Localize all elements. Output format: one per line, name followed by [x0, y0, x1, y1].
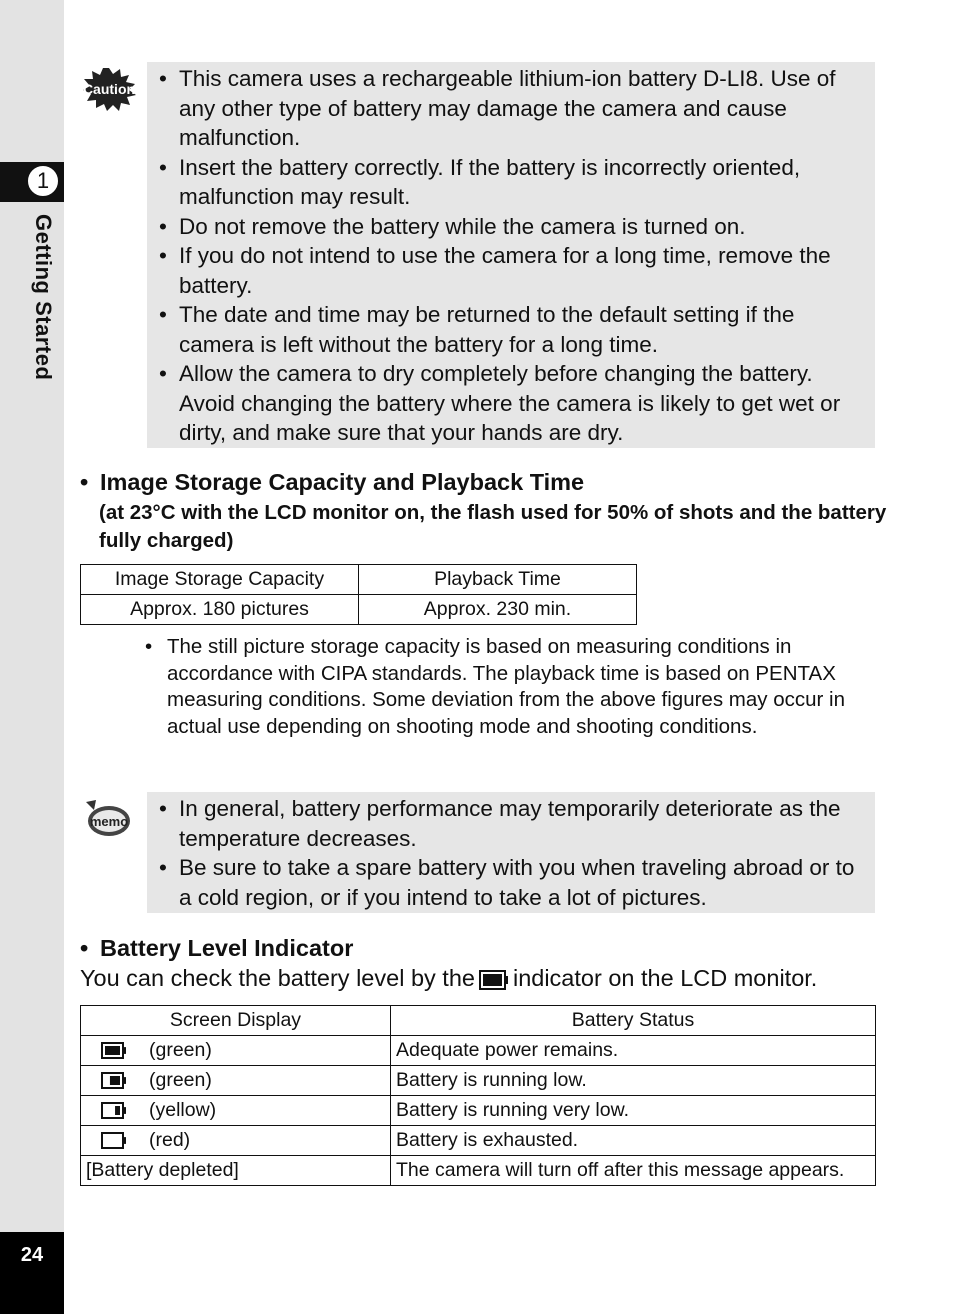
table-row — [81, 1066, 876, 1096]
storage-heading — [80, 469, 584, 496]
battery-very-low-icon — [101, 1102, 127, 1119]
caution-item: • Insert the battery correctly. If the battery is incorrectly oriented, malfunction may result. — [157, 153, 865, 212]
battery-status-cell: The camera will turn off after this message appears. — [391, 1156, 876, 1186]
footnote-bullet: • — [145, 635, 153, 658]
caution-icon — [80, 66, 138, 112]
table-row — [81, 1156, 876, 1186]
table-row — [81, 595, 637, 625]
display-color: (yellow) — [149, 1099, 217, 1121]
table-cell: Approx. 230 min. — [359, 595, 637, 625]
battery-low-icon — [101, 1072, 127, 1089]
battery-status-cell: Battery is exhausted. — [391, 1126, 876, 1156]
battery-intro-before: You can check the battery level by the — [80, 965, 475, 991]
battery-empty-icon — [101, 1132, 127, 1149]
memo-item: • Be sure to take a spare battery with you when traveling abroad or to a cold region, or if you intend to take a lot of pictures. — [157, 853, 865, 912]
caution-icon-label: Caution — [82, 81, 136, 97]
heading-bullet: • — [80, 469, 89, 495]
caution-item: • Allow the camera to dry completely before changing the battery. Avoid changing the battery where the camera is likely to get wet or dirty, and make sure that your hands are dry. — [157, 359, 865, 448]
table-header: Screen Display — [81, 1006, 391, 1036]
caution-box — [147, 62, 875, 448]
footnote-text: The still picture storage capacity is based on measuring conditions in accordance with CIPA standards. The playback time is based on PENTAX measuring conditions. Some deviation from the above figures may occur in actual use depending on shooting mode and shooting conditions. — [167, 635, 845, 738]
chapter-title: Getting Started — [31, 214, 56, 381]
battery-heading-text: Battery Level Indicator — [100, 935, 354, 961]
screen-display-cell — [81, 1036, 391, 1066]
battery-status-cell: Battery is running low. — [391, 1066, 876, 1096]
battery-full-icon — [101, 1042, 127, 1059]
table-header: Image Storage Capacity — [81, 565, 359, 595]
battery-intro — [80, 965, 817, 992]
screen-display-cell — [81, 1096, 391, 1126]
table-header-row — [81, 565, 637, 595]
caution-item: • If you do not intend to use the camera for a long time, remove the battery. — [157, 241, 865, 300]
storage-footnote — [145, 634, 880, 740]
caution-item: • This camera uses a rechargeable lithium-ion battery D-LI8. Use of any other type of battery may damage the camera and cause malfunction. — [157, 64, 865, 153]
storage-conditions: (at 23°C with the LCD monitor on, the flash used for 50% of shots and the battery fully charged) — [99, 501, 887, 552]
battery-status-cell: Adequate power remains. — [391, 1036, 876, 1066]
table-header-row — [81, 1006, 876, 1036]
memo-item: • In general, battery performance may temporarily deteriorate as the temperature decreases. — [157, 794, 865, 853]
screen-display-cell — [81, 1066, 391, 1096]
chapter-number: 1 — [26, 164, 60, 198]
battery-status-cell: Battery is running very low. — [391, 1096, 876, 1126]
page-number: 24 — [20, 1244, 44, 1266]
table-header: Playback Time — [359, 565, 637, 595]
display-color: (green) — [149, 1039, 212, 1061]
display-color: (red) — [149, 1129, 191, 1151]
memo-box — [147, 792, 875, 913]
table-row — [81, 1096, 876, 1126]
table-cell: Approx. 180 pictures — [81, 595, 359, 625]
screen-display-cell: [Battery depleted] — [81, 1156, 391, 1186]
memo-icon — [80, 796, 132, 842]
caution-item: • The date and time may be returned to the default setting if the camera is left without the battery for a long time. — [157, 300, 865, 359]
table-row — [81, 1126, 876, 1156]
table-row — [81, 1036, 876, 1066]
screen-display-cell — [81, 1126, 391, 1156]
caution-list — [157, 64, 865, 448]
memo-icon-label: memo — [89, 814, 129, 829]
battery-heading — [80, 935, 353, 962]
display-color: (green) — [149, 1069, 212, 1091]
memo-list — [157, 794, 865, 912]
battery-table — [80, 1005, 876, 1186]
battery-intro-after: indicator on the LCD monitor. — [512, 965, 818, 991]
heading-bullet: • — [80, 935, 89, 961]
storage-table — [80, 564, 637, 625]
table-header: Battery Status — [391, 1006, 876, 1036]
battery-icon — [479, 970, 509, 990]
storage-heading-text: Image Storage Capacity and Playback Time — [100, 469, 585, 495]
caution-item: • Do not remove the battery while the camera is turned on. — [157, 212, 865, 242]
